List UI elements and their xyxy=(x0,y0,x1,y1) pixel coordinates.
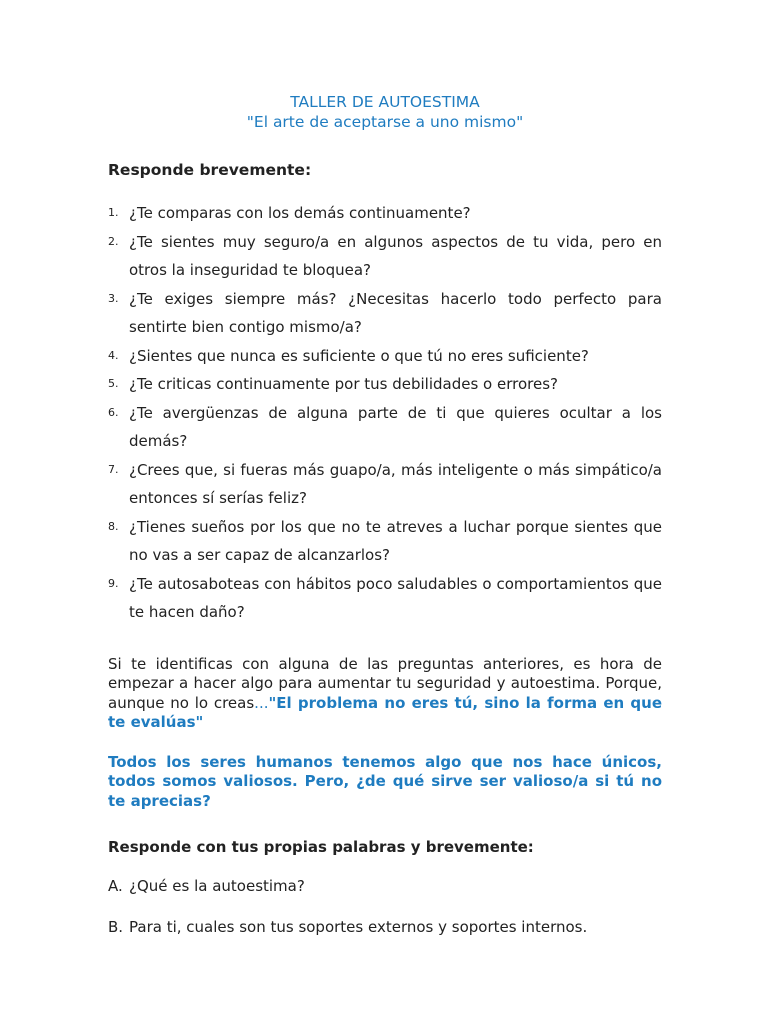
question-text: ¿Te exiges siempre más? ¿Necesitas hacerlo todo perfecto para sentirte bien contigo mismo/a? xyxy=(129,289,662,336)
list-number: 5. xyxy=(108,377,119,390)
list-number: 2. xyxy=(108,234,119,248)
body-paragraph xyxy=(108,655,662,733)
document-title: TALLER DE AUTOESTIMA xyxy=(290,93,480,111)
question-letter: A. xyxy=(108,877,123,895)
paragraph-text: Si te identificas con alguna de las preguntas anteriores, es hora de empezar a hacer algo para aumentar tu seguridad y autoestima. Porque, aunque no lo creas xyxy=(108,654,662,712)
question-text: ¿Qué es la autoestima? xyxy=(129,877,305,895)
list-number: 9. xyxy=(108,576,119,590)
highlighted-quote: "El problema no eres tú, sino la forma en que te evalúas" xyxy=(108,693,663,731)
question-text: ¿Te comparas con los demás continuamente? xyxy=(129,204,471,222)
list-item xyxy=(108,370,662,399)
list-item xyxy=(108,228,662,285)
list-item xyxy=(108,399,662,456)
list-item xyxy=(108,285,662,342)
list-number: 1. xyxy=(108,206,119,219)
list-number: 8. xyxy=(108,519,119,533)
list-number: 7. xyxy=(108,462,119,476)
section-heading-respond-briefly: Responde brevemente: xyxy=(108,161,312,179)
open-question-b xyxy=(108,918,662,936)
highlighted-paragraph: Todos los seres humanos tenemos algo que nos hace únicos, todos somos valiosos. Pero, ¿de qué sirve ser valioso/a si tú no te aprecias? xyxy=(108,752,662,810)
question-text: ¿Crees que, si fueras más guapo/a, más inteligente o más simpático/a entonces sí serías feliz? xyxy=(129,460,662,507)
question-text: ¿Te criticas continuamente por tus debilidades o errores? xyxy=(129,375,558,393)
question-text: ¿Te autosaboteas con hábitos poco saludables o comportamientos que te hacen daño? xyxy=(129,574,662,621)
list-item xyxy=(108,570,662,627)
question-text: Para ti, cuales son tus soportes externos y soportes internos. xyxy=(129,918,588,936)
list-item xyxy=(108,199,662,228)
list-number: 3. xyxy=(108,291,119,305)
list-item xyxy=(108,456,662,513)
question-text: ¿Tienes sueños por los que no te atreves a luchar porque sientes que no vas a ser capaz de alcanzarlos? xyxy=(129,517,662,564)
question-letter: B. xyxy=(108,918,124,936)
question-text: ¿Te sientes muy seguro/a en algunos aspectos de tu vida, pero en otros la inseguridad te bloquea? xyxy=(129,232,662,279)
document-subtitle: "El arte de aceptarse a uno mismo" xyxy=(246,113,524,131)
question-text: ¿Te avergüenzas de alguna parte de ti que quieres ocultar a los demás? xyxy=(129,403,662,450)
list-item xyxy=(108,513,662,570)
section-heading-own-words: Responde con tus propias palabras y brevemente: xyxy=(108,838,534,856)
title-block xyxy=(108,92,662,132)
open-question-a xyxy=(108,877,662,895)
question-text: ¿Sientes que nunca es suficiente o que tú no eres suficiente? xyxy=(129,346,589,365)
list-item xyxy=(108,342,662,371)
paragraph-ellipsis: ... xyxy=(254,693,269,712)
list-number: 4. xyxy=(108,348,119,362)
list-number: 6. xyxy=(108,405,119,419)
question-list xyxy=(108,199,662,627)
